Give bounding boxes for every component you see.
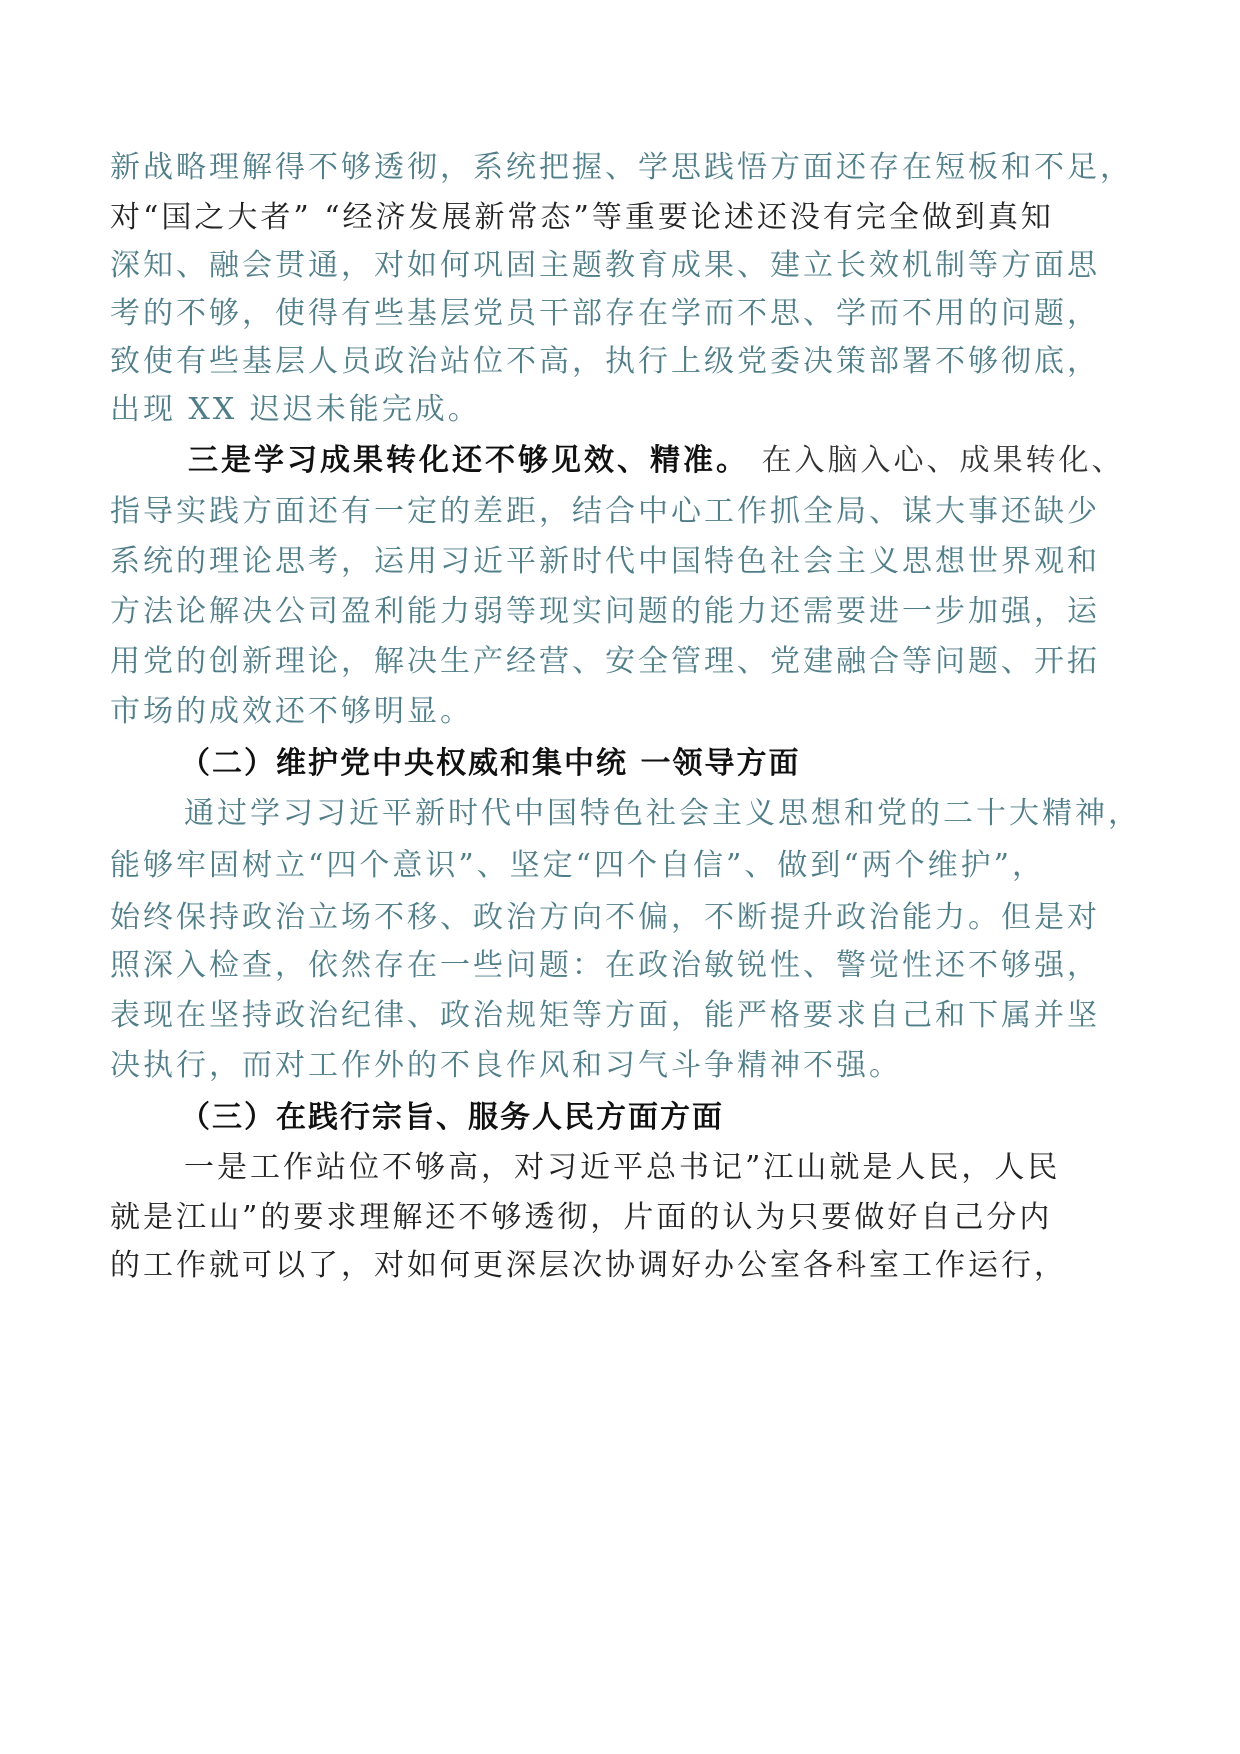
paragraph-line: 始终保持政治立场不移、政治方向不偏，不断提升政治能力。但是对 — [110, 900, 1100, 935]
paragraph-line: 致使有些基层人员政治站位不高，执行上级党委决策部署不够彻底， — [110, 344, 1100, 379]
paragraph-line: 指导实践方面还有一定的差距，结合中心工作抓全局、谋大事还缺少 — [110, 494, 1100, 529]
paragraph-line: 深知、融会贯通，对如何巩固主题教育成果、建立长效机制等方面思 — [110, 248, 1100, 283]
paragraph-line: 能够牢固树立“四个意识”、坚定“四个自信”、做到“两个维护”， — [110, 848, 1046, 883]
paragraph-line: 的工作就可以了，对如何更深层次协调好办公室各科室工作运行， — [110, 1248, 1067, 1283]
paragraph-line: 决执行，而对工作外的不良作风和习气斗争精神不强。 — [110, 1048, 902, 1083]
point-three-line — [188, 441, 1125, 481]
paragraph-line: 通过学习习近平新时代中国特色社会主义思想和党的二十大精神， — [184, 796, 1141, 831]
paragraph-line: 方法论解决公司盈利能力弱等现实问题的能力还需要进一步加强，运 — [110, 594, 1100, 629]
paragraph-line: 考的不够，使得有些基层党员干部存在学而不思、学而不用的问题， — [110, 296, 1100, 331]
paragraph-line: 系统的理论思考，运用习近平新时代中国特色社会主义思想世界观和 — [110, 544, 1100, 579]
paragraph-line: 出现 XX 迟迟未能完成。 — [110, 392, 481, 427]
section-heading-2: （二）维护党中央权威和集中统 一领导方面 — [180, 746, 801, 781]
section-heading-3: （三）在践行宗旨、服务人民方面方面 — [180, 1100, 724, 1135]
paragraph-line: 用党的创新理论，解决生产经营、安全管理、党建融合等问题、开拓 — [110, 644, 1100, 679]
paragraph-line: 就是江山”的要求理解还不够透彻，片面的认为只要做好自己分内 — [110, 1200, 1053, 1235]
point-three-text: 在入脑入心、成果转化、 — [749, 443, 1125, 478]
paragraph-line: 照深入检查，依然存在一些问题：在政治敏锐性、警觉性还不够强， — [110, 948, 1100, 983]
paragraph-line: 新战略理解得不够透彻，系统把握、学思践悟方面还存在短板和不足， — [110, 150, 1133, 185]
paragraph-line: 市场的成效还不够明显。 — [110, 694, 473, 729]
point-three-heading: 三是学习成果转化还不够见效、精准。 — [188, 443, 749, 478]
paragraph-line: 表现在坚持政治纪律、政治规矩等方面，能严格要求自己和下属并坚 — [110, 998, 1100, 1033]
paragraph-line: 一是工作站位不够高，对习近平总书记”江山就是人民，人民 — [184, 1150, 1061, 1185]
paragraph-line: 对“国之大者” “经济发展新常态”等重要论述还没有完全做到真知 — [110, 200, 1054, 235]
